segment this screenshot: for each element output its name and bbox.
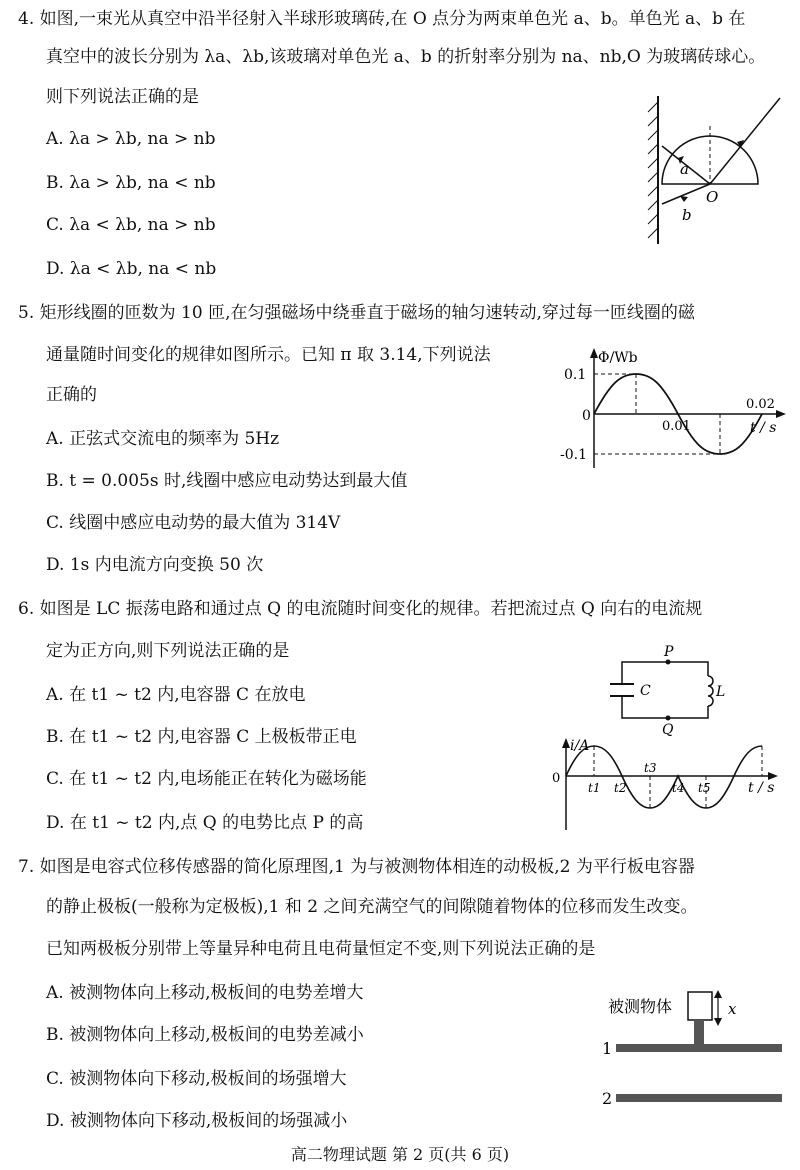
q5-graph-x2: 0.02 bbox=[746, 397, 775, 412]
q4-option-d[interactable]: D. λa < λb, na < nb bbox=[46, 259, 217, 279]
q6-graph-t5: t5 bbox=[698, 781, 711, 795]
q7-sensor-figure bbox=[594, 986, 790, 1136]
q7-stem-line-1: 7. 如图是电容式位移传感器的简化原理图,1 为与被测物体相连的动极板,2 为平行板电容器 bbox=[18, 857, 695, 877]
q6-circuit-q: Q bbox=[662, 722, 674, 736]
q5-graph-origin: 0 bbox=[582, 408, 591, 424]
q5-graph-yneg: -0.1 bbox=[560, 447, 587, 463]
q6-stem-line-2: 定为正方向,则下列说法正确的是 bbox=[46, 641, 290, 661]
page-footer: 高二物理试题 第 2 页(共 6 页) bbox=[290, 1145, 510, 1164]
q6-graph-t1: t1 bbox=[588, 781, 601, 795]
q6-lc-circuit bbox=[600, 644, 730, 736]
q7-x-label: x bbox=[728, 1000, 737, 1018]
q4-stem-line-1: 4. 如图,一束光从真空中沿半径射入半球形玻璃砖,在 O 点分为两束单色光 a、b。单色光 a、b 在 bbox=[18, 9, 746, 29]
q5-option-a[interactable]: A. 正弦式交流电的频率为 5Hz bbox=[46, 429, 280, 449]
q5-stem-line-2: 通量随时间变化的规律如图所示。已知 π 取 3.14,下列说法 bbox=[46, 345, 491, 365]
q5-option-d[interactable]: D. 1s 内电流方向变换 50 次 bbox=[46, 555, 264, 575]
q6-circuit-p: P bbox=[664, 644, 674, 660]
q7-plate1-label: 1 bbox=[602, 1039, 613, 1058]
q4-label-b: b bbox=[682, 206, 692, 224]
q5-stem-line-1: 5. 矩形线圈的匝数为 10 匝,在匀强磁场中绕垂直于磁场的轴匀速转动,穿过每一匝线圈的磁 bbox=[18, 303, 695, 323]
q6-option-b[interactable]: B. 在 t1 ~ t2 内,电容器 C 上极板带正电 bbox=[46, 727, 357, 747]
q4-stem-line-2: 真空中的波长分别为 λa、λb,该玻璃对单色光 a、b 的折射率分别为 na、nb,O 为玻璃砖球心。 bbox=[46, 47, 766, 67]
q7-stem-line-2: 的静止极板(一般称为定极板),1 和 2 之间充满空气的间隙随着物体的位移而发生改变。 bbox=[46, 897, 698, 917]
q4-label-a: a bbox=[680, 160, 689, 178]
q6-circuit-c: C bbox=[640, 683, 651, 699]
q5-graph-x1: 0.01 bbox=[662, 419, 691, 434]
q6-graph-xlabel: t / s bbox=[748, 780, 775, 796]
q4-label-o: O bbox=[706, 188, 719, 206]
q7-stem-line-3: 已知两极板分别带上等量异种电荷且电荷量恒定不变,则下列说法正确的是 bbox=[46, 939, 596, 959]
q4-hemisphere-figure bbox=[640, 96, 785, 246]
q4-stem-line-3: 则下列说法正确的是 bbox=[46, 87, 199, 107]
q6-graph-t4: t4 bbox=[672, 781, 685, 795]
q6-graph-origin: 0 bbox=[552, 771, 561, 786]
q6-circuit-l: L bbox=[716, 684, 726, 700]
q4-option-c[interactable]: C. λa < λb, na > nb bbox=[46, 215, 216, 235]
q5-graph-ylabel: Φ/Wb bbox=[598, 350, 638, 366]
q7-option-c[interactable]: C. 被测物体向下移动,极板间的场强增大 bbox=[46, 1069, 347, 1089]
q5-option-c[interactable]: C. 线圈中感应电动势的最大值为 314V bbox=[46, 513, 341, 533]
q7-object-label: 被测物体 bbox=[608, 997, 673, 1016]
q5-option-b[interactable]: B. t = 0.005s 时,线圈中感应电动势达到最大值 bbox=[46, 471, 408, 491]
q5-stem-line-3: 正确的 bbox=[46, 385, 97, 405]
q6-graph-t2: t2 bbox=[614, 781, 627, 795]
q6-graph-ylabel: i/A bbox=[570, 738, 590, 754]
q6-option-a[interactable]: A. 在 t1 ~ t2 内,电容器 C 在放电 bbox=[46, 685, 306, 705]
q4-option-b[interactable]: B. λa > λb, na < nb bbox=[46, 173, 216, 193]
q6-option-d[interactable]: D. 在 t1 ~ t2 内,点 Q 的电势比点 P 的高 bbox=[46, 813, 364, 833]
q7-option-d[interactable]: D. 被测物体向下移动,极板间的场强减小 bbox=[46, 1111, 348, 1131]
q5-flux-graph bbox=[560, 344, 790, 474]
q7-plate2-label: 2 bbox=[602, 1089, 613, 1108]
q6-option-c[interactable]: C. 在 t1 ~ t2 内,电场能正在转化为磁场能 bbox=[46, 769, 367, 789]
q5-graph-xlabel: t / s bbox=[750, 420, 777, 436]
q7-option-b[interactable]: B. 被测物体向上移动,极板间的电势差减小 bbox=[46, 1025, 364, 1045]
q7-option-a[interactable]: A. 被测物体向上移动,极板间的电势差增大 bbox=[46, 983, 364, 1003]
q4-option-a[interactable]: A. λa > λb, na > nb bbox=[46, 129, 216, 149]
q6-stem-line-1: 6. 如图是 LC 振荡电路和通过点 Q 的电流随时间变化的规律。若把流过点 Q 向右的电流规 bbox=[18, 599, 703, 619]
q6-current-graph bbox=[548, 734, 788, 834]
q6-graph-t3: t3 bbox=[644, 761, 657, 775]
q5-graph-ypos: 0.1 bbox=[564, 367, 587, 383]
